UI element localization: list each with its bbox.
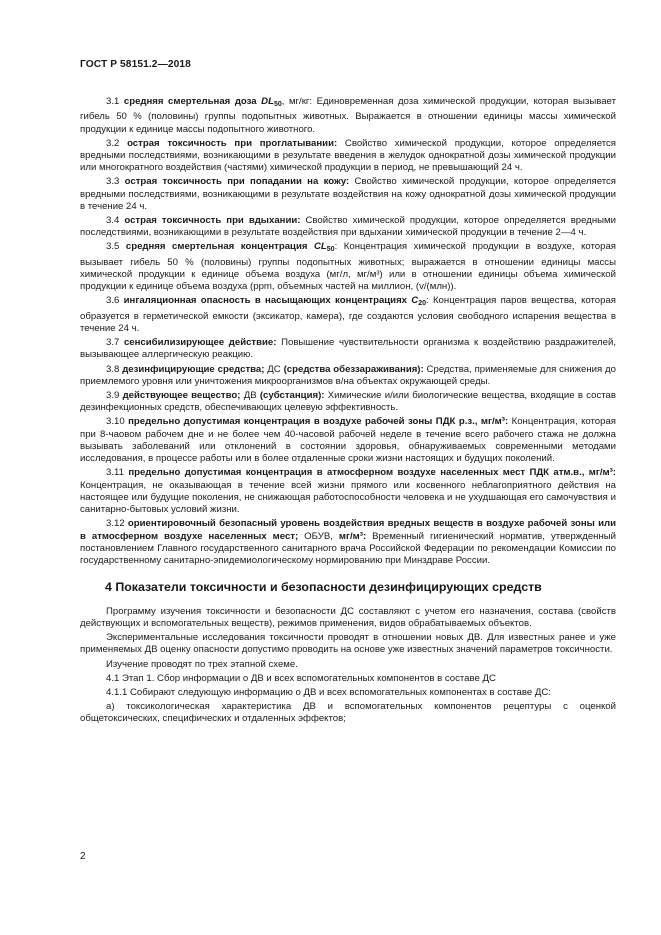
term: средняя смертельная концентрация — [125, 241, 314, 253]
definition-text: Химические и/или биологические вещества, входящие в состав дезинфекционных средств, обеспечивающих целевую эффективность. — [80, 389, 616, 414]
term: сенсибилизирующее действие: — [123, 337, 277, 349]
clause-number: 3.2 — [106, 137, 128, 149]
definition-paragraph — [80, 390, 616, 415]
clause-number: 3.1 — [106, 96, 124, 107]
term-abbreviation: ОБУВ, — [298, 530, 339, 542]
term: средняя смертельная доза — [123, 96, 262, 107]
definition-text: Средства, применяемые для снижения до приемлемого уровня или уничтожения микроорганизмов в/на объектах окружающей среды. — [80, 363, 616, 387]
term-symbol: DL — [261, 96, 274, 107]
clause-number: 3.3 — [106, 176, 125, 188]
definition-paragraph — [80, 518, 616, 567]
term: ингаляционная опасность в насыщающих концентрациях — [123, 295, 412, 307]
definition-text: Концентрация, которая при 8-чаовом рабочем дне и не более чем 40-часовой рабочей неделе в течение всего рабочего стажа не должна вызывать заболеваний или отклонений в состоянии здоровья, обнаруживаемых современными методами исследования, в процессе работы или в более отдаленные сроки жизни настоящих и будущих поколений. — [80, 416, 616, 465]
term-symbol: C — [411, 295, 419, 307]
clause-number: 3.8 — [106, 363, 123, 375]
term: предельно допустимая концентрация в атмосферном воздухе населенных мест ПДК атм.в., мг/м³: — [128, 467, 616, 479]
term: предельно допустимая концентрация в воздухе рабочей зоны ПДК р.з., мг/м³: — [128, 416, 509, 428]
term-abbreviation: ДС — [264, 363, 284, 375]
clause-number: 3.9 — [106, 389, 123, 401]
section-paragraph: Программу изучения токсичности и безопасности ДС составляют с учетом его назначения, состава (свойств действующих и вспомогательных веществ), режимов применения, видов обрабатываемых объектов. — [80, 605, 616, 630]
definition-paragraph — [80, 138, 616, 175]
section-paragraph: а) токсикологическая характеристика ДВ и вспомогательных компонентов рецептуры с оценкой общетоксических, специфических и отдаленных эффектов; — [80, 700, 616, 725]
clause-number: 3.11 — [106, 467, 129, 479]
definition-paragraph — [80, 416, 616, 465]
term-synonym: мг/м³: — [338, 530, 367, 542]
term-synonym: (средства обеззараживания): — [283, 363, 424, 375]
clause-number: 3.4 — [106, 215, 125, 227]
clause-number: 3.12 — [106, 518, 128, 530]
definition-text: Свойство химической продукции, которое определяется вредными последствиями, возникающими в результате воздействия на кожу однократной дозы химической продукции в течение 24 ч. — [80, 176, 616, 212]
term-subscript: 20 — [418, 300, 427, 308]
clause-number: 3.7 — [106, 337, 124, 349]
section-text — [80, 606, 616, 726]
page-number: 2 — [80, 851, 86, 862]
clause-number: 3.10 — [106, 416, 129, 428]
section-paragraph: 4.1.1 Собирают следующую информацию о ДВ и всех вспомогательных компонентах в составе ДС: — [106, 686, 551, 698]
section-paragraph: 4.1 Этап 1. Сбор информации о ДВ и всех вспомогательных компонентов в составе ДС — [106, 672, 496, 684]
term: действующее вещество; — [122, 389, 241, 401]
term: острая токсичность при проглатывании: — [127, 137, 338, 149]
definition-text: : Концентрация паров вещества, которая образуется в герметической емкости (эксикатор, камера), где создаются условия свободного испарения вещества в течение 24 ч. — [80, 295, 616, 335]
definition-text: Повышение чувствительности организма к воздействию раздражителей, вызывающее аллергическую реакцию. — [80, 337, 616, 361]
term-symbol: CL — [313, 241, 327, 253]
definition-paragraph — [80, 467, 616, 516]
section-heading: 4 Показатели токсичности и безопасности дезинфицирующих средств — [105, 580, 542, 595]
term: ориентировочный безопасный уровень воздействия вредных веществ в воздухе рабочей зоны или в атмосферном воздухе населенных мест; — [80, 518, 616, 542]
term-subscript: 50 — [273, 101, 282, 108]
definition-paragraph — [80, 241, 616, 293]
definition-text: Свойство химической продукции, которое определяется вредными последствиями, возникающими в результате введения в желудок однократной дозы химической продукции или многократного воздействия (частями) химической продукции в период, не превышающий 24 ч. — [80, 137, 617, 174]
term-subscript: 50 — [326, 246, 335, 254]
definition-paragraph — [80, 96, 616, 136]
definition-text: : Концентрация химической продукции в воздухе, которая вызывает гибель 50 % (половины) группы подопытных животных; выражается в отношении единицы массы химической продукции к единице объема воздуха (мг/л, мг/м³) или в отношении единицы объема химической продукции к единице объема воздуха (ppm, объемных частей на миллион, (v/(млн)). — [80, 241, 616, 293]
definition-paragraph — [80, 215, 616, 240]
definition-text: Свойство химической продукции, которое определяется вредными последствиями, возникающими в результате воздействия при вдыхании химической продукции в течение 2—4 ч. — [80, 215, 616, 239]
definition-paragraph — [80, 337, 616, 362]
definition-text: Концентрация, не оказывающая в течение всей жизни прямого или косвенного неблагоприятного действия на настоящее или будущие поколения, не снижающая работоспособности человека и не ухудшающая его самочувствия и санитарно-бытовых условий жизни. — [80, 479, 616, 516]
term-abbreviation: ДВ — [240, 389, 260, 401]
term: дезинфицирующие средства; — [122, 363, 265, 375]
term: острая токсичность при вдыхании: — [124, 215, 301, 227]
definition-paragraph — [80, 364, 616, 389]
definitions-list — [80, 96, 616, 567]
section-paragraph: Экспериментальные исследования токсичности проводят в отношении новых ДВ. Для известных ранее и уже применяемых ДВ оценку опасности допустимо проводить на основе уже известных значений параметров токсичности. — [80, 632, 616, 656]
section-paragraph: Изучение проводят по трех этапной схеме. — [106, 658, 298, 670]
definition-text: , мг/кг: Единовременная доза химической продукции, которая вызывает гибель 50 % (половины) группы подопытных животных. Выражается в отношении единицы массы химической продукции к единице массы подопытного животного. — [80, 96, 616, 135]
definition-paragraph — [80, 295, 616, 335]
clause-number: 3.5 — [106, 241, 126, 253]
document-header: ГОСТ Р 58151.2—2018 — [80, 59, 191, 70]
definition-text: Временный гигиенический норматив, утвержденный постановлением Главного государственного санитарного врача Российской Федерации по рекомендации Комиссии по государственному санитарно-эпидемиологическому нормированию при Минздраве России. — [80, 530, 616, 567]
clause-number: 3.6 — [106, 295, 124, 307]
definition-paragraph — [80, 176, 616, 213]
term-synonym: (субстанция): — [259, 389, 325, 401]
term: острая токсичность при попадании на кожу: — [124, 176, 350, 188]
document-body — [80, 96, 616, 727]
